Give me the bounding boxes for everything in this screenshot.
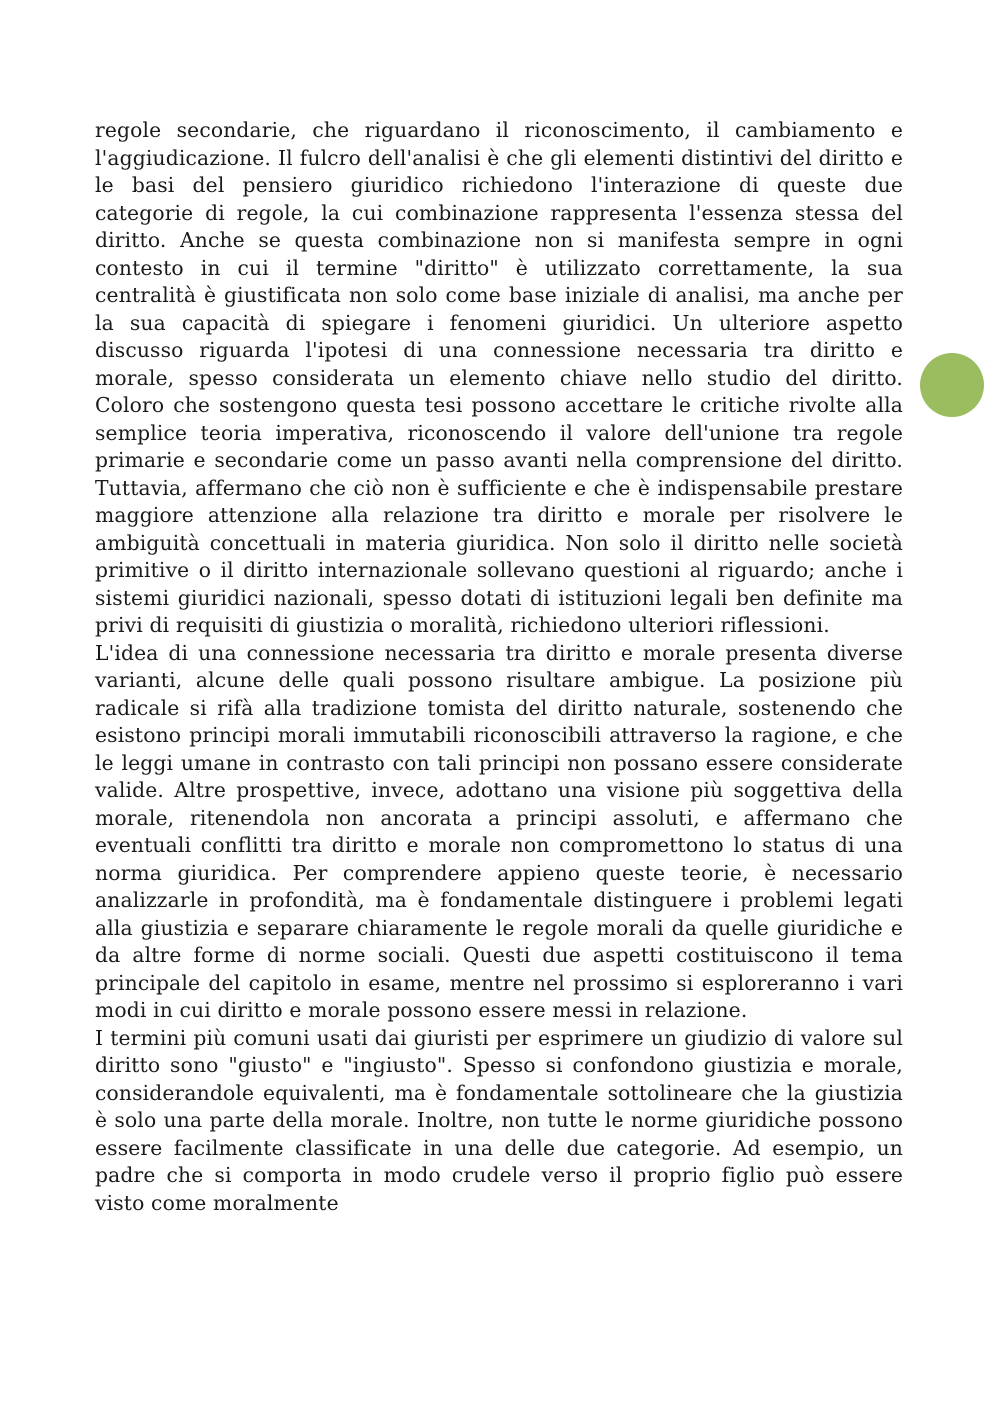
paragraph: regole secondarie, che riguardano il riconoscimento, il cambiamento e l'aggiudicazione. Il fulcro dell'analisi è che gli elementi distintivi del diritto e le basi del pensiero giuridico richiedono l'interazione di queste due categorie di regole, la cui combinazione rappresenta l'essenza stessa del diritto. Anche se questa combinazione non si manifesta sempre in ogni contesto in cui il termine "diritto" è utilizzato correttamente, la sua centralità è giustificata non solo come base iniziale di analisi, ma anche per la sua capacità di spiegare i fenomeni giuridici. Un ulteriore aspetto discusso riguarda l'ipotesi di una connessione necessaria tra diritto e morale, spesso considerata un elemento chiave nello studio del diritto. Coloro che sostengono questa tesi possono accettare le critiche rivolte alla semplice teoria imperativa, riconoscendo il valore dell'unione tra regole primarie e secondarie come un passo avanti nella comprensione del diritto. Tuttavia, affermano che ciò non è sufficiente e che è indispensabile prestare maggiore attenzione alla relazione tra diritto e morale per risolvere le ambiguità concettuali in materia giuridica. Non solo il diritto nelle società primitive o il diritto internazionale sollevano questioni al riguardo; anche i sistemi giuridici nazionali, spesso dotati di istituzioni legali ben definite ma privi di requisiti di giustizia o moralità, richiedono ulteriori riflessioni. — [95, 118, 903, 637]
body-text — [95, 117, 903, 1217]
paragraph: L'idea di una connessione necessaria tra diritto e morale presenta diverse varianti, alcune delle quali possono risultare ambigue. La posizione più radicale si rifà alla tradizione tomista del diritto naturale, sostenendo che esistono principi morali immutabili riconoscibili attraverso la ragione, e che le leggi umane in contrasto con tali principi non possano essere considerate valide. Altre prospettive, invece, adottano una visione più soggettiva della morale, ritenendola non ancorata a principi assoluti, e affermano che eventuali conflitti tra diritto e morale non compromettono lo status di una norma giuridica. Per comprendere appieno queste teorie, è necessario analizzarle in profondità, ma è fondamentale distinguere i problemi legati alla giustizia e separare chiaramente le regole morali da quelle giuridiche e da altre forme di norme sociali. Questi due aspetti costituiscono il tema principale del capitolo in esame, mentre nel prossimo si esploreranno i vari modi in cui diritto e morale possono essere messi in relazione. — [95, 640, 903, 1022]
paragraph: I termini più comuni usati dai giuristi per esprimere un giudizio di valore sul diritto sono "giusto" e "ingiusto". Spesso si confondono giustizia e morale, considerandole equivalenti, ma è fondamentale sottolineare che la giustizia è solo una parte della morale. Inoltre, non tutte le norme giuridiche possono essere facilmente classificate in una delle due categorie. Ad esempio, un padre che si comporta in modo crudele verso il proprio figlio può essere visto come moralmente — [95, 1025, 903, 1215]
page-marker-dot — [920, 353, 984, 417]
